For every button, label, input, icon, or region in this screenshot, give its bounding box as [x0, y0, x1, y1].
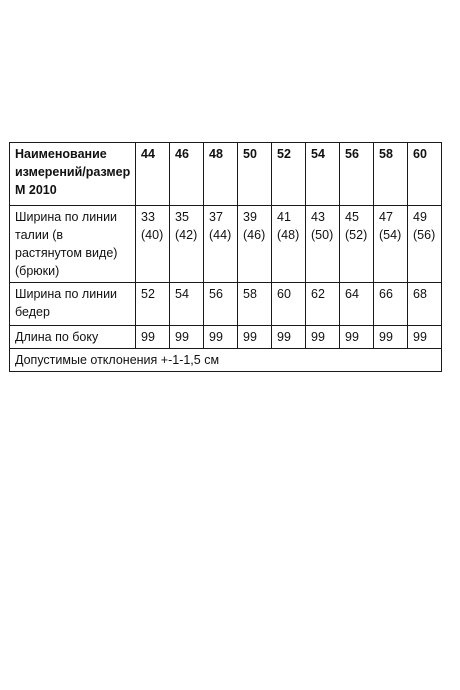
- value-cell: 99: [408, 326, 442, 349]
- value-cell: 62: [306, 283, 340, 326]
- size-chart-table: [9, 142, 442, 372]
- value-cell: 54: [170, 283, 204, 326]
- size-header-cell: 44: [136, 143, 170, 206]
- stretched-value-text: (48): [277, 228, 300, 242]
- value-cell: 66: [374, 283, 408, 326]
- stretched-value-text: (56): [413, 228, 436, 242]
- value-cell: [272, 206, 306, 283]
- table-row-waist: [10, 206, 442, 283]
- value-cell: [306, 206, 340, 283]
- value-cell: 56: [204, 283, 238, 326]
- value-cell: 99: [238, 326, 272, 349]
- value-cell: 60: [272, 283, 306, 326]
- value-text: 35: [175, 210, 189, 224]
- stretched-value-text: (52): [345, 228, 368, 242]
- header-row: [10, 143, 442, 206]
- value-cell: 99: [272, 326, 306, 349]
- size-header-cell: 60: [408, 143, 442, 206]
- table-row-side-length: [10, 326, 442, 349]
- value-cell: 99: [340, 326, 374, 349]
- size-header-cell: 46: [170, 143, 204, 206]
- value-text: 47: [379, 210, 393, 224]
- value-text: 33: [141, 210, 155, 224]
- row-label-cell: Ширина по линии талии (в растянутом виде) (брюки): [10, 206, 136, 283]
- tolerance-note: Допустимые отклонения +-1-1,5 см: [10, 349, 442, 372]
- value-cell: [238, 206, 272, 283]
- value-cell: 99: [374, 326, 408, 349]
- value-cell: [374, 206, 408, 283]
- size-header-cell: 50: [238, 143, 272, 206]
- size-header-cell: 58: [374, 143, 408, 206]
- value-text: 37: [209, 210, 223, 224]
- stretched-value-text: (50): [311, 228, 334, 242]
- value-cell: 99: [170, 326, 204, 349]
- value-cell: [204, 206, 238, 283]
- stretched-value-text: (44): [209, 228, 232, 242]
- value-text: 39: [243, 210, 257, 224]
- value-cell: 99: [204, 326, 238, 349]
- value-text: 43: [311, 210, 325, 224]
- value-cell: [170, 206, 204, 283]
- stretched-value-text: (54): [379, 228, 402, 242]
- stretched-value-text: (40): [141, 228, 164, 242]
- value-cell: 58: [238, 283, 272, 326]
- value-cell: 52: [136, 283, 170, 326]
- value-cell: [136, 206, 170, 283]
- row-label-cell: Ширина по линии бедер: [10, 283, 136, 326]
- value-cell: [340, 206, 374, 283]
- size-header-cell: 52: [272, 143, 306, 206]
- size-header-cell: 56: [340, 143, 374, 206]
- value-text: 45: [345, 210, 359, 224]
- value-cell: 99: [306, 326, 340, 349]
- table-row-note: [10, 349, 442, 372]
- value-cell: [408, 206, 442, 283]
- table-row-hips: [10, 283, 442, 326]
- row-label-cell: Длина по боку: [10, 326, 136, 349]
- stretched-value-text: (42): [175, 228, 198, 242]
- header-label-cell: Наименование измерений/размер М 2010: [10, 143, 136, 206]
- value-cell: 68: [408, 283, 442, 326]
- value-cell: 99: [136, 326, 170, 349]
- stretched-value-text: (46): [243, 228, 266, 242]
- size-header-cell: 54: [306, 143, 340, 206]
- value-cell: 64: [340, 283, 374, 326]
- value-text: 41: [277, 210, 291, 224]
- size-header-cell: 48: [204, 143, 238, 206]
- value-text: 49: [413, 210, 427, 224]
